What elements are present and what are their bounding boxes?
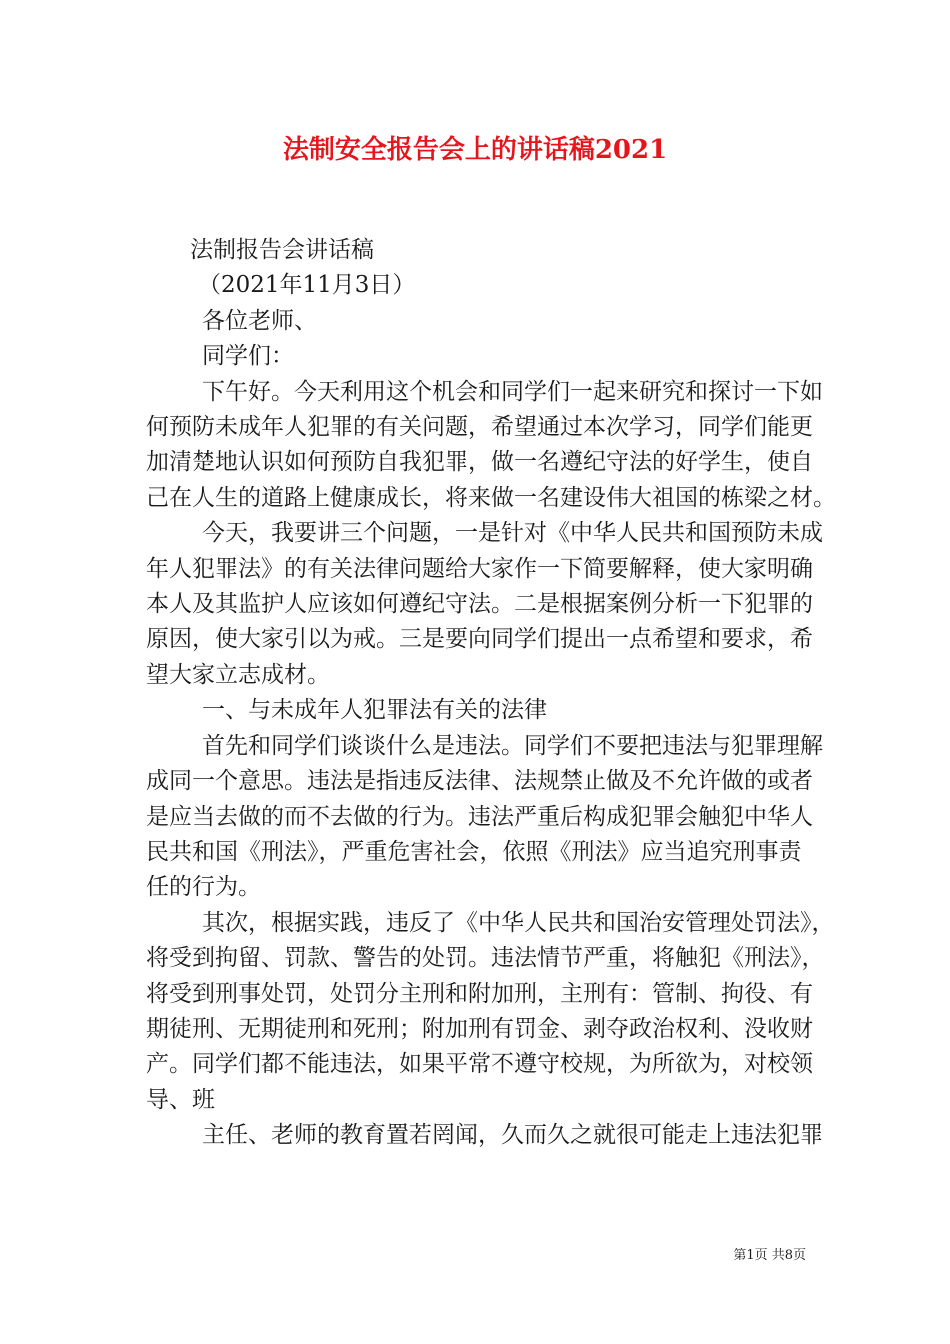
body-line: 各位老师、	[202, 307, 317, 334]
body-line: 民共和国《刑法》，严重危害社会，依照《刑法》应当追究刑事责	[146, 838, 802, 865]
body-line: 本人及其监护人应该如何遵纪守法。二是根据案例分析一下犯罪的	[146, 591, 813, 618]
body-line: 任的行为。	[146, 874, 261, 901]
body-line: 同学们：	[202, 343, 294, 370]
section-heading: 一、与未成年人犯罪法有关的法律	[202, 697, 547, 724]
body-line: 产。同学们都不能违法，如果平常不遵守校规，为所欲为，对校领	[146, 1051, 813, 1078]
body-line: 成同一个意思。违法是指违反法律、法规禁止做及不允许做的或者	[146, 768, 813, 795]
body-line: 导、班	[146, 1086, 215, 1113]
body-line: 是应当去做的而不去做的行为。违法严重后构成犯罪会触犯中华人	[146, 803, 813, 830]
body-line: 今天，我要讲三个问题，一是针对《中华人民共和国预防未成	[202, 520, 823, 547]
document-body	[146, 233, 836, 1154]
body-line: 首先和同学们谈谈什么是违法。同学们不要把违法与犯罪理解	[202, 732, 823, 759]
body-line: 望大家立志成材。	[146, 661, 330, 688]
body-line: 其次，根据实践，违反了《中华人民共和国治安管理处罚法》，	[202, 909, 835, 936]
body-line: 加清楚地认识如何预防自我犯罪，做一名遵纪守法的好学生，使自	[146, 449, 813, 476]
body-line: 己在人生的道路上健康成长，将来做一名建设伟大祖国的栋梁之材。	[146, 484, 836, 511]
body-line: 何预防未成年人犯罪的有关问题，希望通过本次学习，同学们能更	[146, 414, 813, 441]
body-line: 下午好。今天利用这个机会和同学们一起来研究和探讨一下如	[202, 378, 823, 405]
body-line: 法制报告会讲话稿	[190, 237, 374, 263]
body-line: 将受到刑事处罚，处罚分主刑和附加刑，主刑有：管制、拘役、有	[146, 980, 813, 1007]
body-line: 将受到拘留、罚款、警告的处罚。违法情节严重，将触犯《刑法》，	[146, 945, 825, 972]
body-line: 年人犯罪法》的有关法律问题给大家作一下简要解释，使大家明确	[146, 555, 813, 582]
body-line: 主任、老师的教育置若罔闻，久而久之就很可能走上违法犯罪	[202, 1122, 823, 1149]
body-line: （2021年11月3日）	[198, 272, 416, 299]
body-line: 期徒刑、无期徒刑和死刑；附加刑有罚金、剥夺政治权利、没收财	[146, 1015, 813, 1042]
page-number: 第1页 共8页	[733, 1248, 806, 1263]
document-title: 法制安全报告会上的讲话稿2021	[282, 135, 668, 165]
body-line: 原因，使大家引以为戒。三是要向同学们提出一点希望和要求，希	[146, 626, 813, 653]
